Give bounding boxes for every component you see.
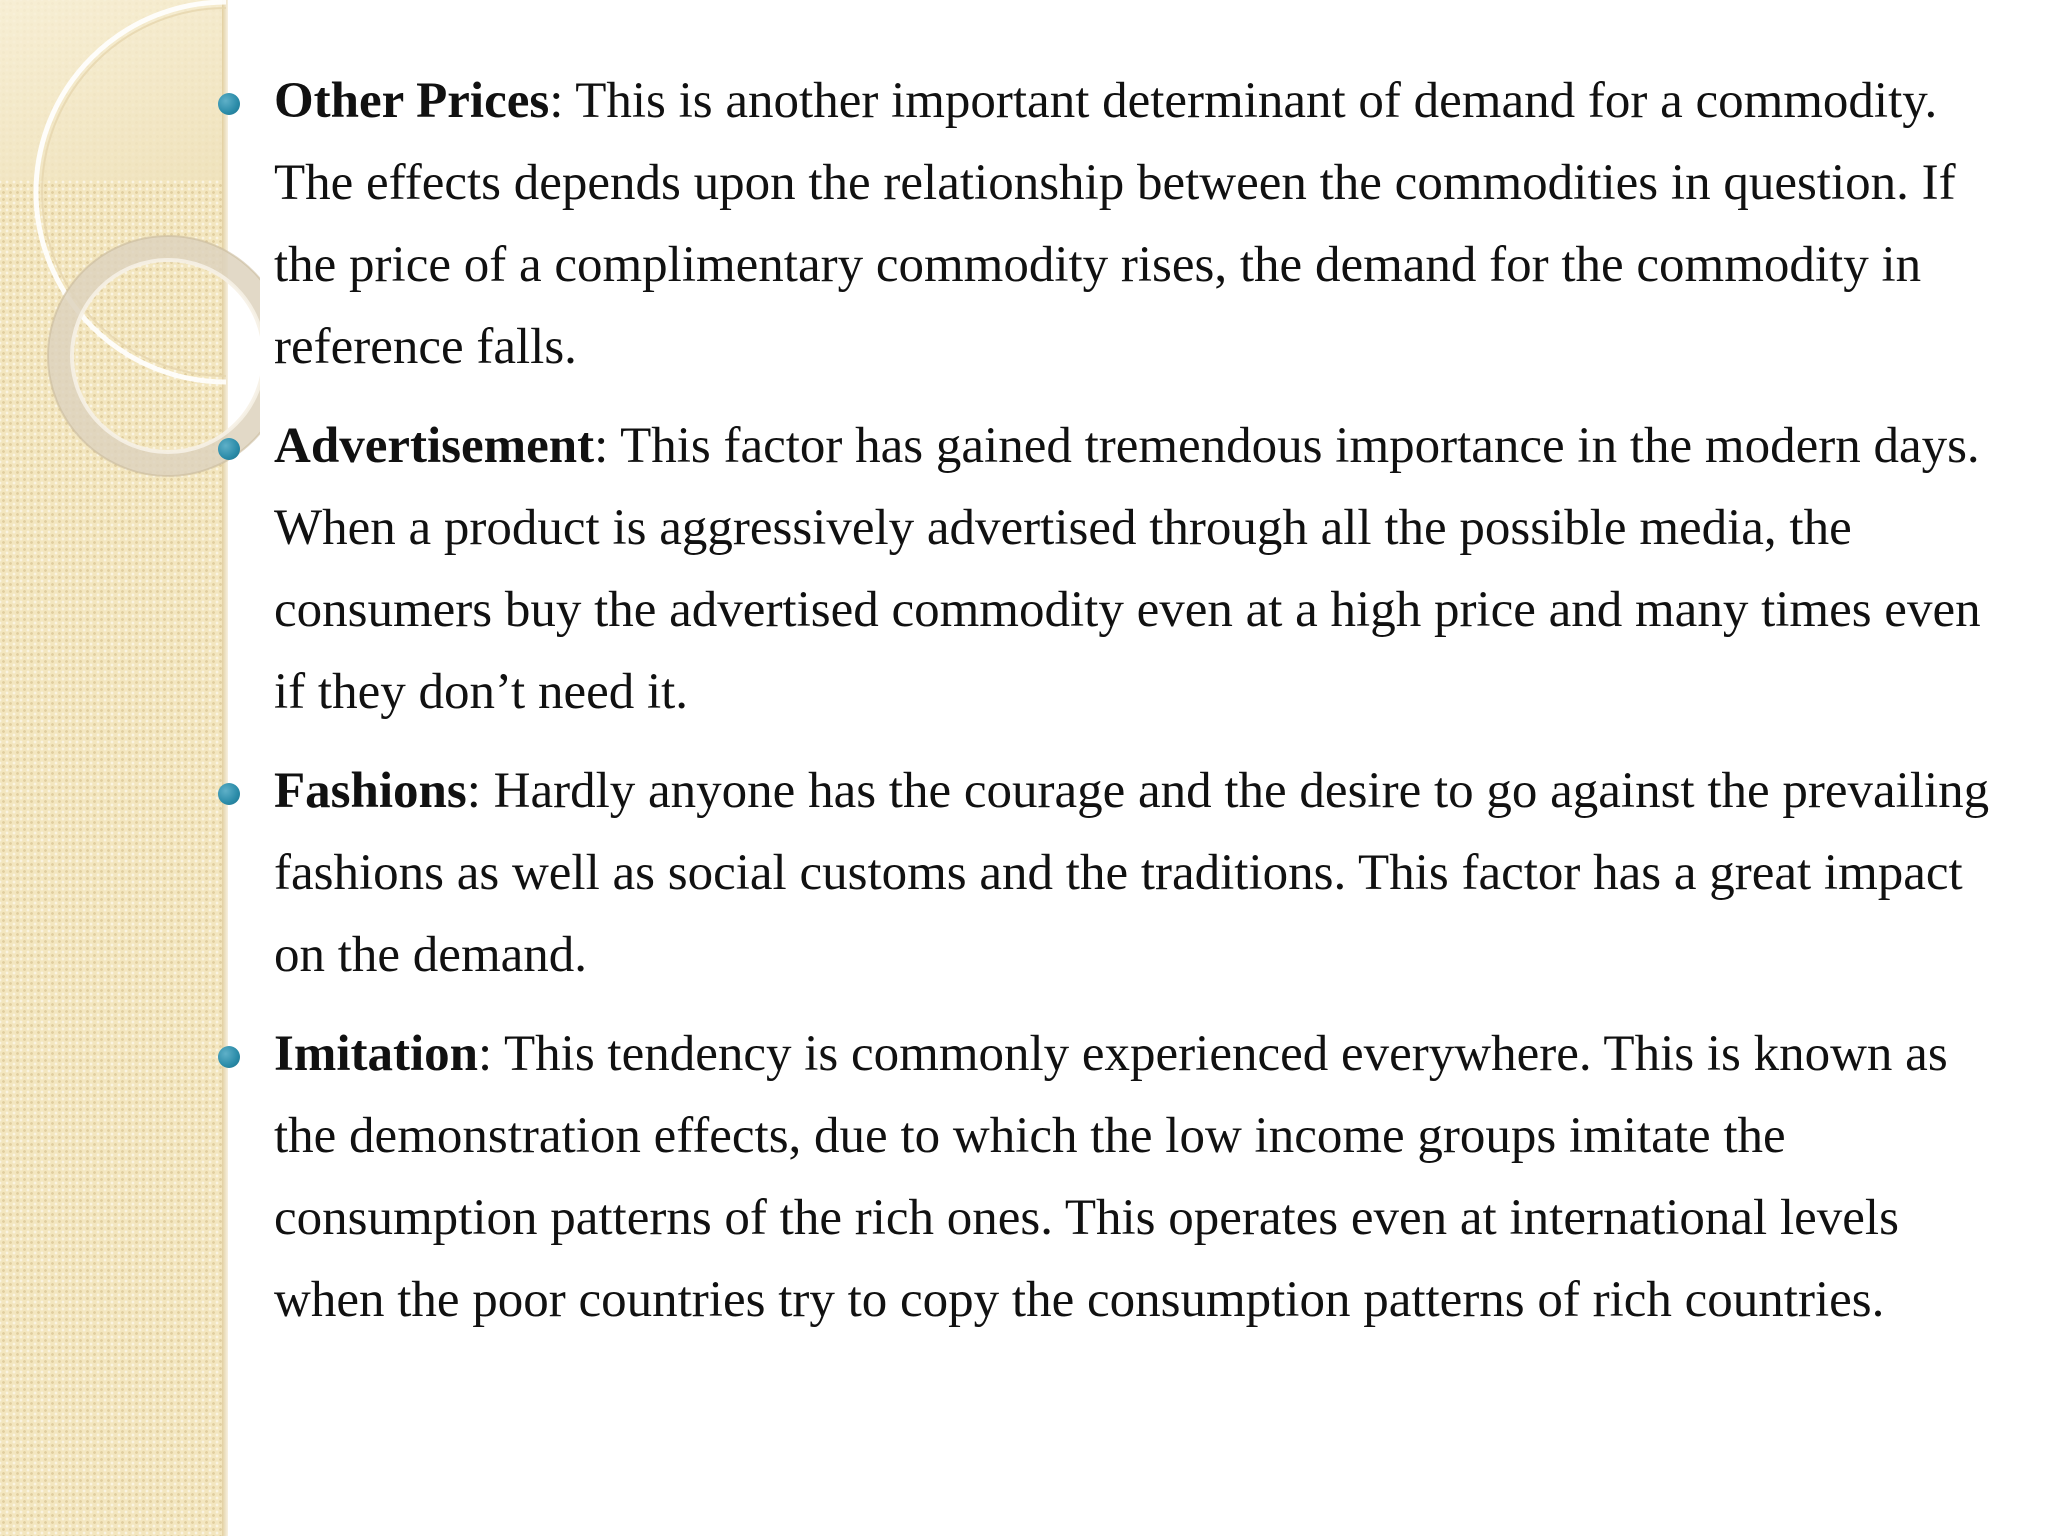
bullet-separator: : — [478, 1026, 504, 1082]
bullet-list — [208, 60, 1998, 1358]
bullet-term: Other Prices — [274, 73, 550, 129]
bullet-text: This factor has gained tremendous importance in the modern days. When a product is aggressively advertised through all the possible media, the consumers buy the advertised commodity even at a high price and many times even if they don’t need it. — [274, 418, 1981, 720]
bullet-term: Imitation — [274, 1026, 478, 1082]
bullet-term: Fashions — [274, 763, 467, 819]
bullet-text: This tendency is commonly experienced everywhere. This is known as the demonstration effects, due to which the low income groups imitate the consumption patterns of the rich ones. This operates even at international levels when the poor countries try to copy the consumption patterns of rich countries. — [274, 1026, 1948, 1328]
bullet-imitation — [208, 1013, 1998, 1341]
bullet-separator: : — [594, 418, 621, 474]
bullet-advertisement — [208, 405, 1998, 733]
bullet-dot-icon — [218, 438, 240, 460]
bullet-term: Advertisement — [274, 418, 595, 474]
bullet-dot-icon — [218, 93, 240, 115]
bullet-other-prices — [208, 60, 1998, 388]
bullet-dot-icon — [218, 783, 240, 805]
bullet-separator: : — [549, 73, 576, 129]
bullet-text: This is another important determinant of demand for a commodity. The effects depends upon the relationship between the commodities in question. If the price of a complimentary commodity rises, the demand for the commodity in reference falls. — [274, 73, 1956, 375]
bullet-fashions — [208, 750, 1998, 996]
bullet-dot-icon — [218, 1046, 240, 1068]
bullet-text: Hardly anyone has the courage and the desire to go against the prevailing fashions as well as social customs and the traditions. This factor has a great impact on the demand. — [274, 763, 1990, 983]
bullet-separator: : — [466, 763, 494, 819]
